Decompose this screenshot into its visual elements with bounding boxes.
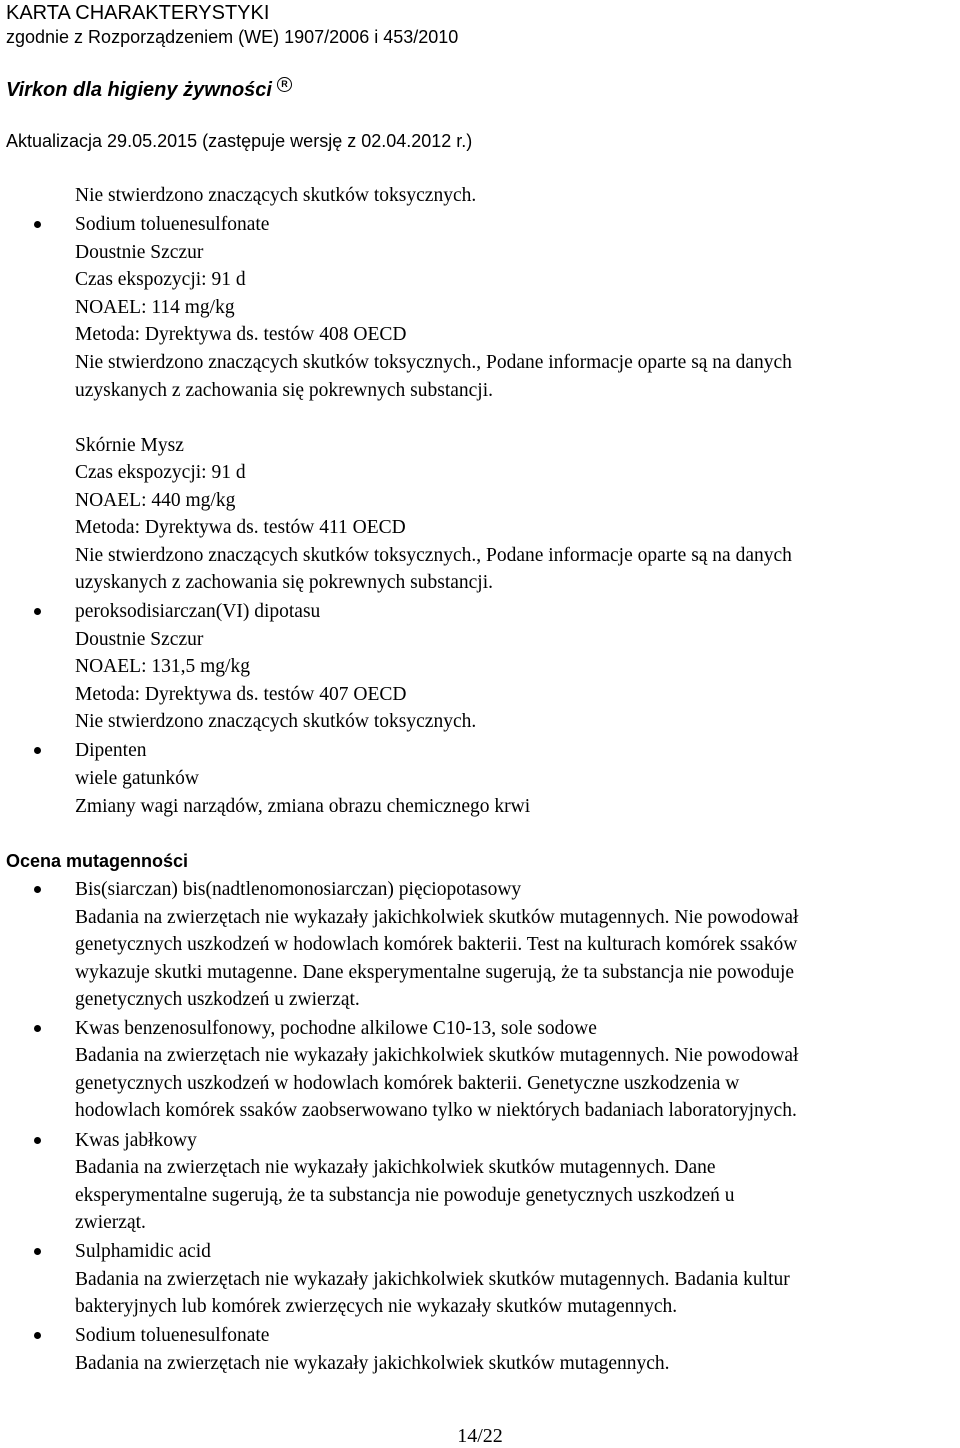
substance-name: Sulphamidic acid <box>75 1241 211 1262</box>
text-line: uzyskanych z zachowania się pokrewnych substancji. <box>75 380 494 401</box>
substance-name: Kwas benzenosulfonowy, pochodne alkilowe C10-13, sole sodowe <box>75 1018 597 1039</box>
registered-trademark-icon: R <box>277 77 292 92</box>
text-line: Badania na zwierzętach nie wykazały jakichkolwiek skutków mutagennych. Nie powodował <box>75 1045 799 1066</box>
substance-name: Dipenten <box>75 740 147 761</box>
substance-name: Sodium toluenesulfonate <box>75 1325 270 1346</box>
text-line: Nie stwierdzono znaczących skutków toksycznych., Podane informacje oparte są na danych <box>75 545 792 566</box>
text-line: Metoda: Dyrektywa ds. testów 411 OECD <box>75 517 406 538</box>
bullet-icon <box>34 747 41 754</box>
text-line: Metoda: Dyrektywa ds. testów 407 OECD <box>75 684 407 705</box>
bullet-icon <box>34 1137 41 1144</box>
substance-name: peroksodisiarczan(VI) dipotasu <box>75 601 321 622</box>
text-line: Nie stwierdzono znaczących skutków toksycznych. <box>75 185 477 206</box>
text-line: eksperymentalne sugerują, że ta substancja nie powoduje genetycznych uszkodzeń u <box>75 1185 735 1206</box>
product-name <box>6 77 292 102</box>
regulation-reference: zgodnie z Rozporządzeniem (WE) 1907/2006 i 453/2010 <box>6 27 459 47</box>
text-line: NOAEL: 440 mg/kg <box>75 490 236 511</box>
text-line: Badania na zwierzętach nie wykazały jakichkolwiek skutków mutagennych. Badania kultur <box>75 1269 790 1290</box>
text-line: Czas ekspozycji: 91 d <box>75 269 246 290</box>
text-line: zwierząt. <box>75 1212 146 1233</box>
page-number: 14/22 <box>457 1425 503 1447</box>
bullet-icon <box>34 1332 41 1339</box>
bullet-icon <box>34 1248 41 1255</box>
text-line: Badania na zwierzętach nie wykazały jakichkolwiek skutków mutagennych. Dane <box>75 1157 716 1178</box>
text-line: NOAEL: 131,5 mg/kg <box>75 656 250 677</box>
text-line: wykazuje skutki mutagenne. Dane eksperymentalne sugerują, że ta substancja nie powoduje <box>75 962 795 983</box>
text-line: uzyskanych z zachowania się pokrewnych substancji. <box>75 572 494 593</box>
section-heading-mutagenicity: Ocena mutagenności <box>6 851 189 871</box>
text-line: Doustnie Szczur <box>75 242 204 263</box>
bullet-icon <box>34 886 41 893</box>
substance-name: Kwas jabłkowy <box>75 1130 197 1151</box>
update-info: Aktualizacja 29.05.2015 (zastępuje wersję z 02.04.2012 r.) <box>6 131 473 151</box>
document-title: KARTA CHARAKTERYSTYKI <box>6 2 270 24</box>
text-line: genetycznych uszkodzeń u zwierząt. <box>75 989 360 1010</box>
text-line: Zmiany wagi narządów, zmiana obrazu chemicznego krwi <box>75 796 531 817</box>
text-line: Skórnie Mysz <box>75 435 184 456</box>
text-line: Nie stwierdzono znaczących skutków toksycznych. <box>75 711 477 732</box>
text-line: NOAEL: 114 mg/kg <box>75 297 235 318</box>
text-line: Nie stwierdzono znaczących skutków toksycznych., Podane informacje oparte są na danych <box>75 352 792 373</box>
text-line: genetycznych uszkodzeń w hodowlach komórek bakterii. Genetyczne uszkodzenia w <box>75 1073 740 1094</box>
bullet-icon <box>34 1025 41 1032</box>
product-name-text: Virkon dla higieny żywności <box>6 79 272 101</box>
text-line: genetycznych uszkodzeń w hodowlach komórek bakterii. Test na kulturach komórek ssaków <box>75 934 798 955</box>
text-line: Badania na zwierzętach nie wykazały jakichkolwiek skutków mutagennych. <box>75 1353 670 1374</box>
bullet-icon <box>34 221 41 228</box>
text-line: wiele gatunków <box>75 768 200 789</box>
text-line: Doustnie Szczur <box>75 629 204 650</box>
substance-name: Bis(siarczan) bis(nadtlenomonosiarczan) pięciopotasowy <box>75 879 522 900</box>
substance-name: Sodium toluenesulfonate <box>75 214 270 235</box>
text-line: Czas ekspozycji: 91 d <box>75 462 246 483</box>
text-line: Metoda: Dyrektywa ds. testów 408 OECD <box>75 324 407 345</box>
text-line: Badania na zwierzętach nie wykazały jakichkolwiek skutków mutagennych. Nie powodował <box>75 907 799 928</box>
bullet-icon <box>34 608 41 615</box>
text-line: bakteryjnych lub komórek zwierzęcych nie wykazały skutków mutagennych. <box>75 1296 678 1317</box>
text-line: hodowlach komórek ssaków zaobserwowano tylko w niektórych badaniach laboratoryjnych. <box>75 1100 797 1121</box>
